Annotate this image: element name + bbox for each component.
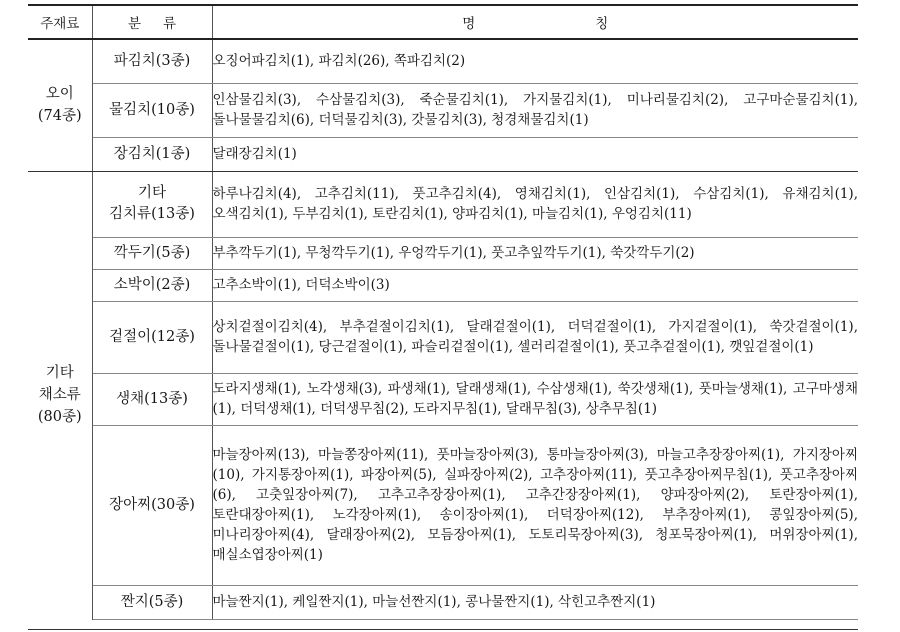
names-cell: 도라지생채(1), 노각생채(3), 파생채(1), 달래생채(1), 수삼생채(1), 쑥갓생채(1), 풋마늘생채(1), 고구마생채(1), 더덕생채(1), 더덕생무침(2), 도라지무침(1), 달래무침(3), 상추무침(1) bbox=[212, 373, 858, 425]
names-cell: 하루나김치(4), 고추김치(11), 풋고추김치(4), 영채김치(1), 인삼김치(1), 수삼김치(1), 유채김치(1), 오색김치(1), 두부김치(1), 토란김치(1), 양파김치(1), 마늘김치(1), 우엉김치(11) bbox=[212, 171, 858, 237]
names-cell: 부추깍두기(1), 무청깍두기(1), 우엉깍두기(1), 풋고추잎깍두기(1), 쑥갓깍두기(2) bbox=[212, 237, 858, 269]
names-cell: 오징어파김치(1), 파김치(26), 쪽파김치(2) bbox=[212, 39, 858, 83]
category-cell: 장김치(1종) bbox=[92, 137, 212, 171]
table-row bbox=[28, 301, 858, 373]
table-row bbox=[28, 425, 858, 585]
header-main-ingredient: 주재료 bbox=[28, 5, 92, 39]
kimchi-classification-table bbox=[28, 4, 858, 620]
category-cell: 생채(13종) bbox=[92, 373, 212, 425]
category-cell: 짠지(5종) bbox=[92, 585, 212, 619]
header-names: 명 칭 bbox=[462, 16, 609, 32]
names-cell: 상치겉절이김치(4), 부추겉절이김치(1), 달래겉절이(1), 더덕겉절이(1), 가지겉절이(1), 쑥갓겉절이(1), 돌나물겉절이(1), 당근겉절이(1), 파슬리겉절이(1), 셀러리겉절이(1), 풋고추겉절이(1), 깻잎겉절이(1) bbox=[212, 301, 858, 373]
names-cell: 인삼물김치(3), 수삼물김치(3), 죽순물김치(1), 가지물김치(1), 미나리물김치(2), 고구마순물김치(1), 돌나물물김치(6), 더덕물김치(3), 갓물김치(3), 청경채물김치(1) bbox=[212, 83, 858, 137]
names-cell: 마늘장아찌(13), 마늘쫑장아찌(11), 풋마늘장아찌(3), 통마늘장아찌(3), 마늘고추장장아찌(1), 가지장아찌(10), 가지통장아찌(1), 파장아찌(5), 실파장아찌(2), 고추장아찌(11), 풋고추장아찌무침(1), 풋고추장아찌(6), 고춧잎장아찌(7), 고추고추장장아찌(1), 고추간장장아찌(1), 양파장아찌(2), 토란장아찌(1), 토란대장아찌(1), 노각장아찌(1), 송이장아찌(1), 더덕장아찌(12), 부추장아찌(1), 콩잎장아찌(5), 미나리장아찌(4), 달래장아찌(2), 모듬장아찌(1), 도토리묵장아찌(3), 청포묵장아찌(1), 머위장아찌(1), 매실소엽장아찌(1) bbox=[212, 425, 858, 585]
category-cell: 물김치(10종) bbox=[92, 83, 212, 137]
table-row bbox=[28, 269, 858, 301]
bottom-rule bbox=[28, 629, 858, 630]
table-row bbox=[28, 171, 858, 237]
category-cell: 소박이(2종) bbox=[92, 269, 212, 301]
table-row bbox=[28, 585, 858, 619]
main-ingredient-cell: 기타 채소류 (80종) bbox=[28, 171, 92, 619]
header-row bbox=[28, 5, 858, 39]
names-cell: 마늘짠지(1), 케일짠지(1), 마늘선짠지(1), 콩나물짠지(1), 삭힌고추짠지(1) bbox=[212, 585, 858, 619]
category-cell: 깍두기(5종) bbox=[92, 237, 212, 269]
table-row bbox=[28, 39, 858, 83]
table-row bbox=[28, 237, 858, 269]
table-row bbox=[28, 137, 858, 171]
table-row bbox=[28, 373, 858, 425]
category-cell: 겉절이(12종) bbox=[92, 301, 212, 373]
category-cell: 파김치(3종) bbox=[92, 39, 212, 83]
category-cell: 기타 김치류(13종) bbox=[92, 171, 212, 237]
names-cell: 고추소박이(1), 더덕소박이(3) bbox=[212, 269, 858, 301]
category-cell: 장아찌(30종) bbox=[92, 425, 212, 585]
table-row bbox=[28, 83, 858, 137]
names-cell: 달래장김치(1) bbox=[212, 137, 858, 171]
main-ingredient-cell: 오이 (74종) bbox=[28, 39, 92, 171]
header-category: 분 류 bbox=[92, 5, 212, 39]
